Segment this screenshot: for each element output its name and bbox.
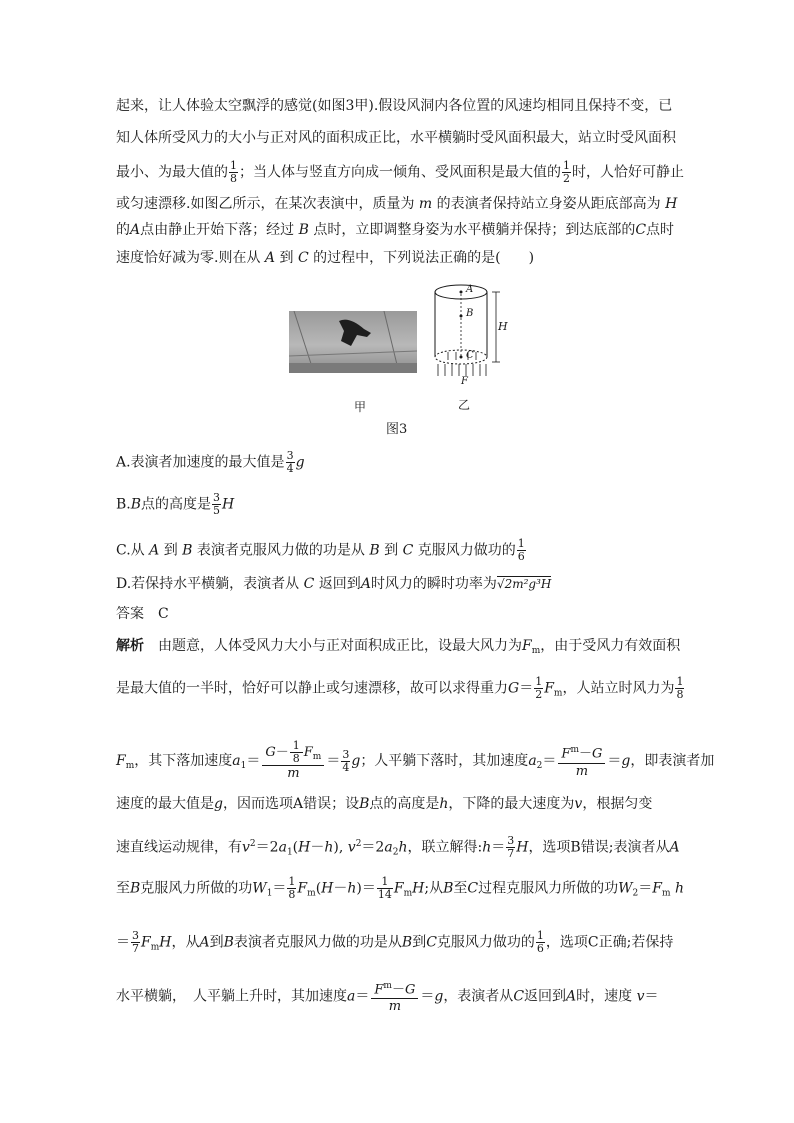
option-d: D.若保持水平横躺，表演者从 C 返回到A时风力的瞬时功率为√2m²g³H: [116, 576, 552, 592]
option-c: C.从 A 到 B 表演者克服风力做的功是从 B 到 C 克服风力做功的 $\frac{1}{6}$: [116, 537, 525, 563]
point-a-label: A: [466, 284, 474, 295]
height-h-label: H: [498, 320, 508, 333]
analysis-line-3: $F_m$，其下落加速度$a_1=$ G－ $\frac{1}{8}$ $F_m$ m ＝ $\frac{3}{4}$ g；人平躺下落时，其加速度$a_2=$ $\frac{F^m-G}{m}$ ＝g，即表演者加: [116, 739, 715, 781]
figure-label-jia: 甲: [354, 400, 367, 414]
skydiver-photo: [289, 311, 417, 373]
wind-tunnel-diagram: [428, 282, 510, 392]
force-f-label: F: [461, 376, 468, 387]
point-b-label: B: [466, 308, 474, 319]
analysis-line-7: ＝ $\frac{3}{7}$ $F_mH$，从A到B表演者克服风力做的功是从B到C克服风力做功的 $\frac{1}{6}$ ，选项C正确;若保持: [116, 929, 674, 955]
problem-line-6: 速度恰好减为零.则在从 A 到 C 的过程中，下列说法正确的是( ): [116, 250, 535, 266]
analysis-line-2: 是最大值的一半时，恰好可以静止或匀速漂移，故可以求得重力G＝ $\frac{1}{2}$ $F_m$，人站立时风力为 $\frac{1}{8}$: [116, 675, 684, 701]
analysis-line-1: 解析 由题意，人体受风力大小与正对面积成正比，设最大风力为$F_m$，由于受风力有效面积: [116, 638, 681, 656]
problem-line-1: 起来，让人体验太空飘浮的感觉(如图3甲).假设风洞内各位置的风速均相同且保持不变，已: [116, 98, 673, 114]
answer-line: 答案 C: [116, 606, 169, 622]
problem-line-4: 或匀速漂移.如图乙所示，在某次表演中，质量为 m 的表演者保持站立身姿从距底部高为 H: [116, 196, 678, 212]
option-b: B.B点的高度是 $\frac{3}{5}$ H: [116, 491, 235, 517]
fraction-one-eighth: $\frac{1}{8}$: [230, 159, 237, 185]
problem-line-5: 的A点由静止开始下落；经过 B 点时，立即调整身姿为水平横躺并保持；到达底部的C点时: [116, 222, 675, 238]
analysis-line-4: 速度的最大值是g，因而选项A错误；设B点的高度是h，下降的最大速度为v，根据匀变: [116, 796, 653, 812]
point-c-label: C: [466, 350, 474, 361]
problem-line-2: 知人体所受风力的大小与正对风的面积成正比，水平横躺时受风面积最大，站立时受风面积: [116, 130, 676, 146]
analysis-line-8: 水平横躺， 人平躺上升时，其加速度a＝ $\frac{F^m-G}{m}$ ＝g，表演者从C返回到A时，速度 v＝: [116, 978, 659, 1015]
analysis-line-6: 至B克服风力所做的功$W_1=$ $\frac{1}{8}$ $F_m(H-h)=$ $\frac{1}{14}$ $F_mH$;从B至C过程克服风力所做的功$W_2=F_m$ h: [116, 875, 684, 901]
figure-caption: 图3: [386, 422, 408, 437]
figure-label-yi: 乙: [458, 398, 471, 412]
fraction-one-half: $\frac{1}{2}$: [563, 159, 570, 185]
problem-line-3: 最小、为最大值的 $\frac{1}{8}$ ；当人体与竖直方向成一倾角、受风面积是最大值的 $\frac{1}{2}$ 时，人恰好可静止: [116, 159, 684, 185]
option-a: A.表演者加速度的最大值是 $\frac{3}{4}$ g: [116, 449, 305, 475]
analysis-line-5: 速直线运动规律，有$v^2=2a_1(H-h)$, $v^2=2a_2h$，联立解得:h＝ $\frac{3}{7}$ H，选项B错误;表演者从A: [116, 834, 680, 861]
